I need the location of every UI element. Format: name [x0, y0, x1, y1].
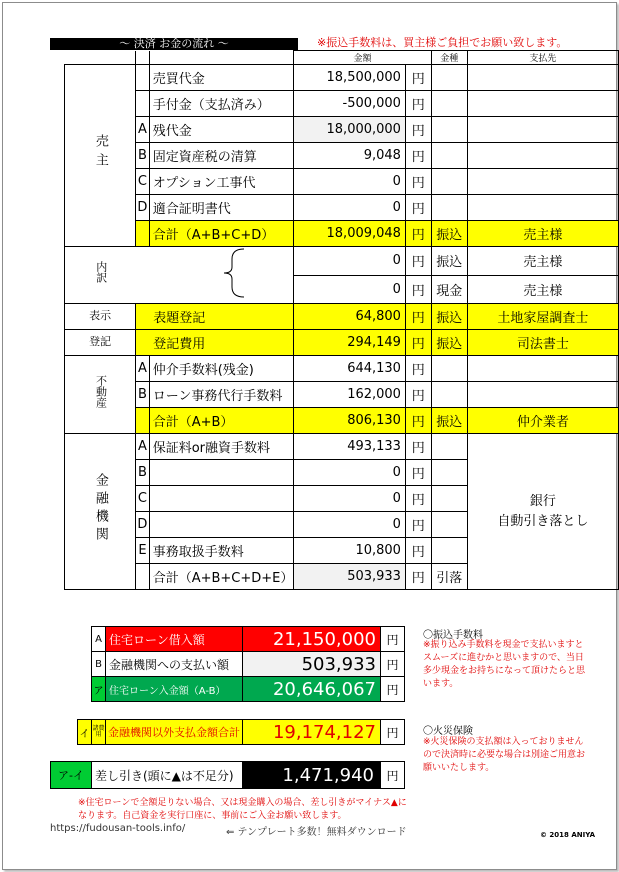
- yen-unit: 円: [405, 117, 431, 143]
- settlement-table: [64, 50, 619, 590]
- section-finance: 金融機関: [65, 434, 136, 590]
- finance-row-amount: 0: [294, 460, 406, 486]
- breakdown-amount: 0: [294, 247, 406, 276]
- other-tag2: 諸費用: [92, 720, 106, 745]
- fee-note-body: ※振り込み手数料を現金で支払いますとスムーズに進むかと思いますので、当日多少現金をお持ちになって頂けたらと思います。: [423, 640, 586, 689]
- finance-row-amount: 493,133: [294, 434, 406, 460]
- registration-amount: 294,149: [294, 330, 406, 356]
- yen-unit: 円: [405, 356, 431, 382]
- seller-total-kind: 振込: [431, 221, 467, 247]
- finance-row-label: [149, 460, 294, 486]
- finance-row-amount: 10,800: [294, 538, 406, 564]
- net-tag: ア: [92, 677, 106, 702]
- row-letter: D: [136, 512, 150, 538]
- other-amount: 19,174,127: [243, 720, 381, 745]
- breakdown-payee: 売主様: [467, 275, 618, 304]
- yen-unit: 円: [405, 247, 431, 276]
- finance-row-amount: 0: [294, 486, 406, 512]
- section-realestate: 不動産: [65, 356, 136, 434]
- row-letter: [136, 91, 150, 117]
- sheet-title: ～ 決済 お金の流れ ～: [50, 38, 298, 50]
- col-amount: 金額: [294, 51, 431, 65]
- footer-promo: ⇐ テンプレート多数！無料ダウンロード: [226, 827, 407, 838]
- finance-total-amount: 503,933: [294, 564, 406, 590]
- section-registration: 登記: [65, 330, 136, 356]
- bottom-note: ※住宅ローンで全額足りない場合、又は現金購入の場合、差し引きがマイナス▲になります。自己資金を実行口座に、事前にご入金お願い致します。: [78, 798, 407, 821]
- finance-row-label: 事務取扱手数料: [149, 538, 294, 564]
- breakdown-kind: 振込: [431, 247, 467, 276]
- seller-row-amount: 0: [294, 195, 406, 221]
- registration-payee: 司法書士: [467, 330, 618, 356]
- realestate-row-label: 仲介手数料(残金): [149, 356, 294, 382]
- yen-unit: 円: [405, 65, 431, 91]
- section-display: 表示: [65, 304, 136, 330]
- realestate-total-payee: 仲介業者: [467, 408, 618, 434]
- yen-unit: 円: [405, 512, 431, 538]
- seller-row-label: 手付金（支払済み）: [149, 91, 294, 117]
- seller-row-amount: 18,500,000: [294, 65, 406, 91]
- other-table: [77, 719, 405, 745]
- row-letter: B: [136, 460, 150, 486]
- brace-icon: [136, 247, 286, 299]
- fee-notice: ※振込手数料は、買主様ご負担でお願い致します。: [317, 36, 568, 49]
- loan-b-amount: 503,933: [243, 652, 381, 677]
- seller-row-amount: 18,000,000: [294, 117, 406, 143]
- row-letter: A: [136, 117, 150, 143]
- yen-unit: 円: [405, 169, 431, 195]
- seller-row-label: オプション工事代: [149, 169, 294, 195]
- yen-unit: 円: [405, 434, 431, 460]
- breakdown-brace-cell: [136, 247, 294, 304]
- other-tag: イ: [78, 720, 92, 745]
- finance-total-kind: 引落: [431, 564, 467, 590]
- finance-row-label: [149, 486, 294, 512]
- footer-link[interactable]: https://fudousan-tools.info/: [50, 823, 186, 834]
- yen-unit: 円: [405, 275, 431, 304]
- other-label: 金融機関以外支払金額合計: [106, 720, 243, 745]
- copyright: © 2018 ANIYA: [540, 831, 596, 839]
- yen-unit: 円: [405, 330, 431, 356]
- yen-unit: 円: [405, 460, 431, 486]
- yen-unit: 円: [405, 195, 431, 221]
- row-letter: B: [136, 143, 150, 169]
- yen-unit: 円: [405, 221, 431, 247]
- loan-b-label: 金融機関への支払い額: [106, 652, 243, 677]
- seller-row-label: 残代金: [149, 117, 294, 143]
- breakdown-amount: 0: [294, 275, 406, 304]
- row-letter: C: [136, 486, 150, 512]
- realestate-total-kind: 振込: [431, 408, 467, 434]
- diff-amount: 1,471,940: [243, 762, 381, 789]
- row-letter: C: [136, 169, 150, 195]
- finance-total-label: 合計（A+B+C+D+E）: [149, 564, 294, 590]
- finance-row-label: [149, 512, 294, 538]
- display-item: 表題登記: [136, 304, 294, 330]
- diff-label: 差し引き(頭に▲は不足分): [92, 762, 243, 789]
- realestate-total-amount: 806,130: [294, 408, 406, 434]
- realestate-row-label: ローン事務代行手数料: [149, 382, 294, 408]
- row-letter: A: [136, 434, 150, 460]
- row-letter: E: [136, 538, 150, 564]
- net-amount: 20,646,067: [243, 677, 381, 702]
- seller-row-amount: -500,000: [294, 91, 406, 117]
- yen-unit: 円: [381, 677, 405, 702]
- breakdown-payee: 売主様: [467, 247, 618, 276]
- seller-total-payee: 売主様: [467, 221, 618, 247]
- finance-row-label: 保証料or融資手数料: [149, 434, 294, 460]
- seller-row-label: 固定資産税の清算: [149, 143, 294, 169]
- realestate-row-amount: 644,130: [294, 356, 406, 382]
- row-letter: B: [136, 382, 150, 408]
- finance-payee: 銀行 自動引き落とし: [467, 434, 618, 590]
- fee-note-title: 〇振込手数料: [423, 630, 483, 641]
- col-payee: 支払先: [467, 51, 618, 65]
- yen-unit: 円: [405, 564, 431, 590]
- loan-a-amount: 21,150,000: [243, 627, 381, 652]
- row-letter: D: [136, 195, 150, 221]
- section-breakdown: 内訳: [65, 247, 136, 304]
- breakdown-kind: 現金: [431, 275, 467, 304]
- yen-unit: 円: [405, 304, 431, 330]
- yen-unit: 円: [405, 143, 431, 169]
- net-label: 住宅ローン入金額（A-B）: [106, 677, 243, 702]
- loan-table: A 住宅ローン借入額 21,150,000 円 B 金融機関への支払い額 503,933 円 ア 住宅ローン入金額（A-B） 20,646,067 円: [91, 626, 405, 702]
- fire-note-body: ※火災保険の支払額は入っておりませんので決済時に必要な場合は別途ご用意お願いいたします。: [423, 737, 586, 773]
- yen-unit: 円: [405, 486, 431, 512]
- yen-unit: 円: [405, 538, 431, 564]
- seller-row-amount: 0: [294, 169, 406, 195]
- seller-row-label: 売買代金: [149, 65, 294, 91]
- registration-kind: 振込: [431, 330, 467, 356]
- col-kind: 金種: [431, 51, 467, 65]
- yen-unit: 円: [381, 720, 405, 745]
- row-letter: A: [136, 356, 150, 382]
- realestate-row-amount: 162,000: [294, 382, 406, 408]
- seller-row-label: 適合証明書代: [149, 195, 294, 221]
- seller-total-label: 合計（A+B+C+D）: [149, 221, 294, 247]
- diff-table: [50, 761, 405, 789]
- yen-unit: 円: [405, 91, 431, 117]
- display-kind: 振込: [431, 304, 467, 330]
- yen-unit: 円: [405, 382, 431, 408]
- yen-unit: 円: [381, 652, 405, 677]
- row-letter: [136, 65, 150, 91]
- yen-unit: 円: [381, 627, 405, 652]
- yen-unit: 円: [405, 408, 431, 434]
- loan-a-label: 住宅ローン借入額: [106, 627, 243, 652]
- fire-note-title: 〇火災保険: [423, 726, 473, 737]
- display-payee: 土地家屋調査士: [467, 304, 618, 330]
- diff-tag: ア-イ: [51, 762, 92, 789]
- finance-row-amount: 0: [294, 512, 406, 538]
- display-amount: 64,800: [294, 304, 406, 330]
- realestate-total-label: 合計（A+B）: [149, 408, 294, 434]
- seller-row-amount: 9,048: [294, 143, 406, 169]
- section-seller: 売主: [65, 65, 136, 247]
- seller-total-amount: 18,009,048: [294, 221, 406, 247]
- yen-unit: 円: [381, 762, 405, 789]
- registration-item: 登記費用: [136, 330, 294, 356]
